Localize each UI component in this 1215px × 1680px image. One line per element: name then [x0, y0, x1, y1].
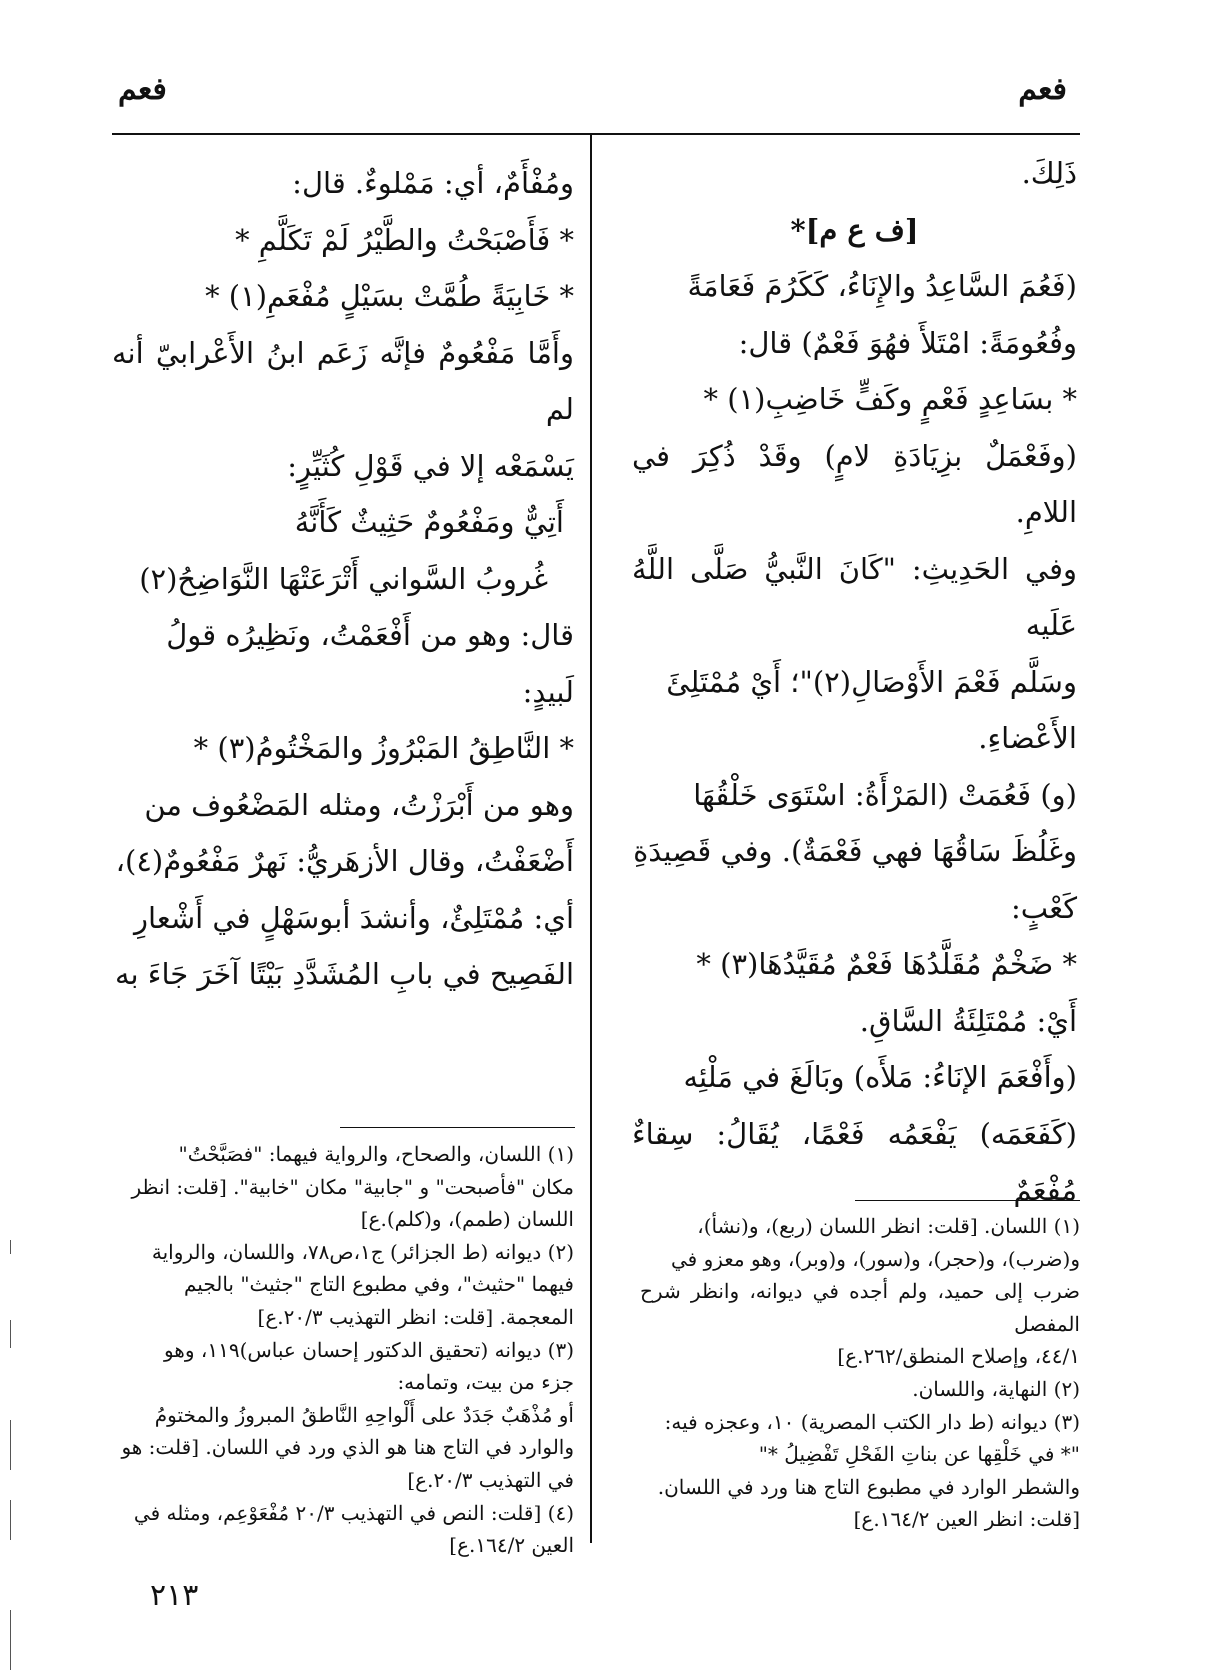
- verse-line: * بسَاعِدٍ فَعْمٍ وكَفٍّ خَاضِبِ(١) *: [703, 382, 1077, 416]
- footnote-line: (٤) [قلت: النص في التهذيب ٢٠/٣ مُفْعَوْعِم، ومثله في: [133, 1500, 574, 1525]
- text-line: (و) فَعُمَتْ (المَرْأَةُ: اسْتَوَى خَلْقُهَا: [693, 777, 1077, 812]
- footnote-line: العين ١٦٤/٢.ع]: [449, 1533, 574, 1558]
- footnote-line: المعجمة. [قلت: انظر التهذيب ٢٠/٣.ع]: [257, 1304, 574, 1329]
- verse-line: * النَّاطِقُ المَبْرُوزُ والمَخْتُومُ(٣) *: [193, 731, 574, 765]
- text-line: وفُعُومَةً: امْتَلأَ فهُوَ فَعْمٌ) قال:: [738, 325, 1077, 360]
- footnote-line: (١) اللسان، والصحاح، والرواية فيهما: "فصَبَّحْتُ": [178, 1142, 574, 1166]
- footnote-line: "* في خَلْقِها عن بناتِ الفَحْلِ تَفْضِيلُ *": [758, 1442, 1080, 1467]
- verse-line: غُروبُ السَّواني أَتْرَعَتْهَا النَّوَاضِحُ(٢): [139, 561, 548, 596]
- text-line: (كَفَعَمَه) يَفْعَمُه فَعْمًا، يُقَالُ: سِقاءٌ مُفْعَمٌ: [632, 1116, 1077, 1207]
- footnotes-left: [112, 1138, 574, 1562]
- text-line: وهو من أَبْرَزْتُ، ومثله المَضْعُوف من: [144, 787, 574, 822]
- text-line: كَعْبٍ:: [1010, 890, 1077, 925]
- footnote-line: (٣) ديوانه (ط دار الكتب المصرية) ١٠، وعجزه فيه:: [664, 1409, 1080, 1434]
- verse-line: أَتِيٌّ ومَفْعُومٌ حَثِيثٌ كَأَنَّهُ: [294, 505, 564, 539]
- footnote-line: مكان "فأصبحت" و "جابية" مكان "خابية". [قلت: انظر: [131, 1174, 574, 1199]
- text-line: وسَلَّم فَعْمَ الأَوْصَالِ(٢)"؛ أَيْ مُمْتَلِئَ: [666, 664, 1077, 699]
- footnote-line: في التهذيب ٢٠/٣.ع]: [407, 1467, 574, 1492]
- verse-line: * خَابِيَةً طُمَّتْ بسَيْلٍ مُفْعَمِ(١) *: [205, 279, 574, 313]
- scan-edge-mark: [10, 1240, 11, 1254]
- header-rule: [112, 133, 1080, 135]
- right-column: [632, 145, 1077, 1219]
- text-line: أَيْ: مُمْتَلِئَةُ السَّاقِ.: [859, 1003, 1077, 1038]
- footnote-line: والشطر الوارد في مطبوع التاج هنا ورد في اللسان.: [657, 1474, 1080, 1499]
- scan-edge-mark: [10, 1420, 11, 1470]
- text-line: ذَلِكَ.: [1021, 156, 1077, 190]
- footnote-line: جزء من بيت، وتمامه:: [397, 1370, 574, 1395]
- text-line: الأَعْضاءِ.: [978, 721, 1077, 755]
- text-line: أي: مُمْتَلِئٌ، وأنشدَ أبوسَهْلٍ في أَشْعارِ: [134, 900, 574, 935]
- entry-heading: [ف ع م]*: [790, 212, 919, 247]
- footnote-line: و(ضرب)، و(حجر)، و(سور)، و(وبر)، وهو معزو في: [670, 1246, 1080, 1271]
- scan-edge-mark: [10, 1500, 11, 1540]
- footnote-rule-left: [340, 1127, 575, 1128]
- footnotes-right: [640, 1210, 1080, 1536]
- text-line: قال: وهو من أَفْعَمْتُ، ونَظِيرُه قولُ: [166, 618, 574, 652]
- footnote-line: (٢) النهاية، واللسان.: [912, 1376, 1080, 1401]
- footnote-line: فيهما "حثيث"، وفي مطبوع التاج "جثيث" بالجيم: [183, 1272, 574, 1297]
- footnote-line: [قلت: انظر العين ١٦٤/٢.ع]: [853, 1507, 1080, 1532]
- text-line: وأَمَّا مَفْعُومٌ فإنَّه زَعَم ابنُ الأَعْرابيّ أنه لم: [112, 335, 574, 426]
- left-column: [112, 155, 574, 1003]
- footnote-line: اللسان (طمم)، و(كلم).ع]: [360, 1207, 574, 1232]
- text-line: (وأَفْعَمَ الإنَاءُ: مَلأَه) وبَالَغَ في مَلْئِه: [683, 1060, 1077, 1094]
- footnote-line: (٣) ديوانه (تحقيق الدكتور إحسان عباس)١١٩، وهو: [163, 1337, 574, 1362]
- text-line: أَضْعَفْتُ، وقال الأزهَريُّ: نَهرٌ مَفْعُومٌ(٤)،: [115, 844, 574, 878]
- text-line: ومُفْأَمٌ، أي: مَمْلوءٌ. قال:: [292, 166, 574, 200]
- footnote-line: والوارد في التاج هنا هو الذي ورد في اللسان. [قلت: هو: [121, 1435, 574, 1460]
- footnote-line: ضرب إلى حميد، ولم أجده في ديوانه، وانظر شرح المفصل: [640, 1279, 1080, 1336]
- text-line: وفي الحَدِيثِ: "كَانَ النَّبيُّ صَلَّى اللَّهُ عَلَيه: [632, 551, 1077, 642]
- page-number: ٢١٣: [150, 1578, 199, 1613]
- verse-line: * فَأَصْبَحْتُ والطَّيْرُ لَمْ تَكَلَّمِ *: [235, 222, 574, 257]
- running-header-right: فعم: [1018, 72, 1067, 107]
- text-line: (وفَعْمَلٌ بزِيَادَةِ لامٍ) وقَدْ ذُكِرَ في اللامِ.: [632, 438, 1077, 529]
- scan-edge-mark: [10, 1320, 11, 1348]
- running-header-left: فعم: [118, 72, 167, 107]
- text-line: الفَصِيح في بابِ المُشَدَّدِ بَيْتًا آخَرَ جَاءَ به: [114, 957, 574, 991]
- text-line: لَبيدٍ:: [522, 674, 574, 709]
- footnote-line: (٢) ديوانه (ط الجزائر) ج١،ص٧٨، واللسان، والرواية: [151, 1239, 574, 1264]
- footnote-rule-right: [855, 1200, 1080, 1201]
- footnote-line: (١) اللسان. [قلت: انظر اللسان (ربع)، و(نشأ)،: [697, 1214, 1080, 1238]
- text-line: يَسْمَعْه إلا في قَوْلِ كُثَيِّرٍ:: [287, 448, 574, 483]
- footnote-line: ٤٤/١، وإصلاح المنطق/٢٦٢.ع]: [837, 1344, 1080, 1369]
- column-divider: [590, 133, 592, 1543]
- text-line: (فَعُمَ السَّاعِدُ والإِنَاءُ، كَكَرُمَ فَعَامَةً: [687, 269, 1077, 303]
- scan-edge-mark: [10, 1610, 11, 1670]
- footnote-line: أو مُذْهَبٌ جَدَدٌ على أَلْواحِهِ النَّاطقُ المبروزُ والمختومُ: [154, 1402, 574, 1427]
- verse-line: * ضَخْمٌ مُقَلَّدُهَا فَعْمٌ مُقَيَّدُهَا(٣) *: [696, 947, 1077, 981]
- text-line: وغَلُظَ سَاقُهَا فهي فَعْمَةٌ). وفي قَصِيدَةِ: [633, 834, 1077, 868]
